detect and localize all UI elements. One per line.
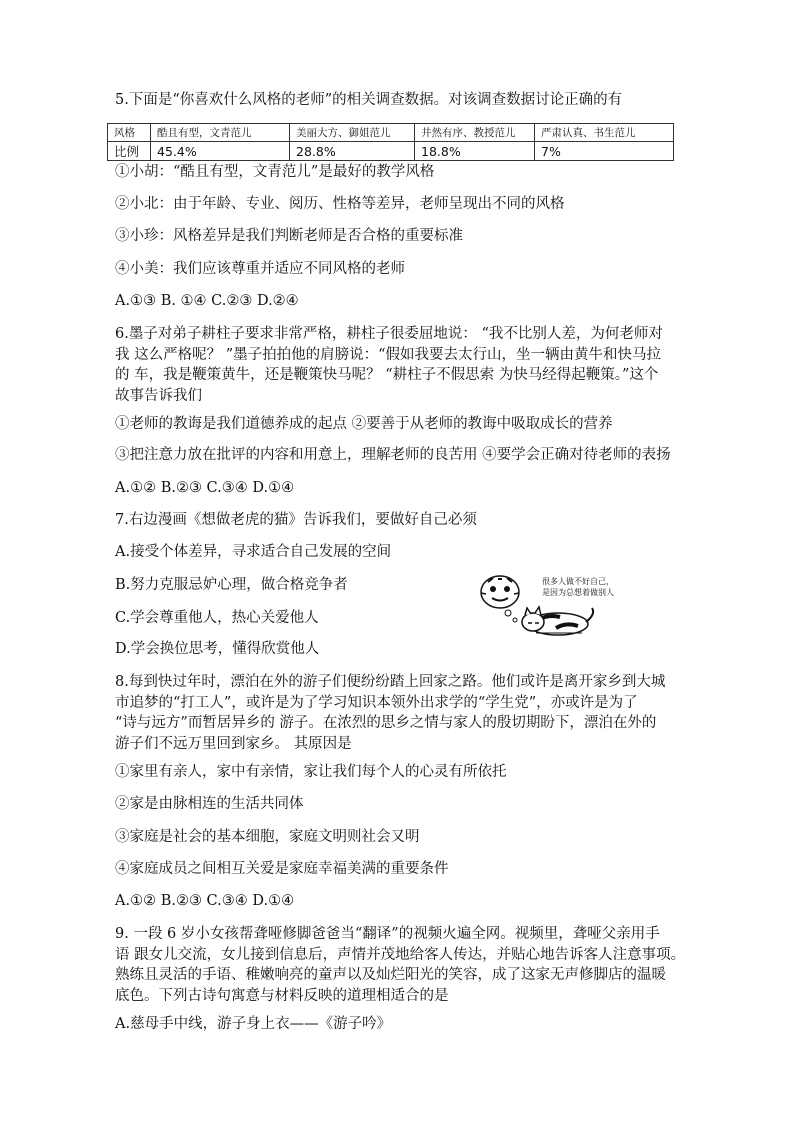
q8-stem (115, 672, 690, 754)
q8-stem-line: 游子们不远万里回到家乡。 其原因是 (115, 735, 352, 752)
survey-header-cell: 井然有序、教授范儿 (415, 124, 535, 142)
survey-header-cell: 美丽大方、御姐范儿 (290, 124, 415, 142)
q6-stem-line: 我 这么严格呢？ ”墨子拍拍他的肩膀说：“假如我要去太行山，坐一辆由黄牛和快马拉 (115, 346, 662, 363)
survey-value-cell: 45.4% (151, 142, 290, 161)
q8-answers: A.①② B.②③ C.③④ D.①④ (115, 893, 295, 909)
q7-option-b: B.努力克服忌妒心理，做合格竞争者 (115, 577, 348, 593)
q8-stem-line: 8.每到快过年时，漂泊在外的游子们便纷纷踏上回家之路。他们或许是离开家乡到大城 (115, 674, 666, 690)
q9-stem (115, 924, 690, 1006)
q8-option-2: ②家是由脉相连的生活共同体 (115, 796, 304, 812)
survey-value-row (108, 142, 674, 161)
survey-value-cell: 28.8% (290, 142, 415, 161)
cartoon-caption-line: 很多人做不好自己， (542, 577, 614, 586)
survey-value-cell: 比例 (108, 142, 151, 161)
q9-stem-line: 熟练且灵活的手语、稚嫩响亮的童声以及灿烂阳光的笑容，成了这家无声修脚店的温暖 (115, 967, 666, 983)
cat-tiger-cartoon (478, 570, 638, 638)
q5-option-3: ③小珍：风格差异是我们判断老师是否合格的重要标准 (115, 228, 463, 244)
q5-option-2: ②小北：由于年龄、专业、阅历、性格等差异，老师呈现出不同的风格 (115, 196, 565, 212)
q9-stem-line: 9. 一段 6 岁小女孩帮聋哑修脚爸爸当“翻译”的视频火遍全网。视频里，聋哑父亲用手 (115, 926, 660, 942)
survey-table (107, 123, 674, 161)
q9-stem-line: 底色。下列古诗句寓意与材料反映的道理相适合的是 (115, 987, 449, 1004)
q8-stem-line: “诗与远方”而暂居异乡的 游子。在浓烈的思乡之情与家人的殷切期盼下，漂泊在外的 (115, 715, 657, 731)
q8-stem-line: 市追梦的“打工人”，或许是为了学习知识本领外出求学的“学生党”，亦或许是为了 (115, 694, 638, 711)
survey-value-cell: 7% (535, 142, 674, 161)
cartoon-caption-line: 是因为总想着做别人 (542, 588, 614, 597)
q5-answers: A.①③ B. ①④ C.②③ D.②④ (115, 293, 299, 309)
survey-header-cell: 酷且有型，文青范儿 (151, 124, 290, 142)
q6-stem (115, 324, 690, 406)
q8-option-4: ④家庭成员之间相互关爱是家庭幸福美满的重要条件 (115, 861, 449, 877)
q5-stem: 5.下面是“你喜欢什么风格的老师”的相关调查数据。对该调查数据讨论正确的有 (115, 92, 623, 108)
q9-option-a: A.慈母手中线，游子身上衣——《游子吟》 (115, 1016, 392, 1032)
q6-stem-line: 的 车，我是鞭策黄牛，还是鞭策快马呢？ “耕柱子不假思索 为快马经得起鞭策。”这个 (115, 367, 659, 383)
q5-option-4: ④小美：我们应该尊重并适应不同风格的老师 (115, 261, 405, 277)
q6-option-2: ③把注意力放在批评的内容和用意上，理解老师的良苦用 ④要学会正确对待老师的表扬 (115, 447, 671, 463)
q6-stem-line: 故事告诉我们 (115, 387, 202, 404)
q7-stem: 7.右边漫画《想做老虎的猫》告诉我们，要做好自己必须 (115, 512, 477, 528)
q6-answers: A.①② B.②③ C.③④ D.①④ (115, 480, 295, 496)
cartoon-caption (542, 576, 614, 598)
q9-stem-line: 语 跟女儿交流，女儿接到信息后，声情并茂地给客人传达，并贴心地告诉客人注意事项。 (115, 946, 686, 963)
q5-option-1: ①小胡：“酷且有型，文青范儿”是最好的教学风格 (115, 164, 435, 180)
q7-option-c: C.学会尊重他人，热心关爱他人 (115, 610, 319, 626)
q6-stem-line: 6.墨子对弟子耕柱子要求非常严格，耕柱子很委屈地说： “我不比别人差，为何老师对 (115, 326, 663, 342)
q7-option-a: A.接受个体差异，寻求适合自己发展的空间 (115, 544, 392, 560)
survey-header-row (108, 124, 674, 142)
survey-header-cell: 严肃认真、书生范儿 (535, 124, 674, 142)
survey-value-cell: 18.8% (415, 142, 535, 161)
q8-option-3: ③家庭是社会的基本细胞，家庭文明则社会又明 (115, 829, 420, 845)
q8-option-1: ①家里有亲人，家中有亲情，家让我们每个人的心灵有所依托 (115, 764, 507, 780)
q7-option-d: D.学会换位思考，懂得欣赏他人 (115, 641, 320, 657)
q6-option-1: ①老师的教诲是我们道德养成的起点 ②要善于从老师的教诲中吸取成长的营养 (115, 416, 613, 432)
survey-header-cell: 风格 (108, 124, 151, 142)
